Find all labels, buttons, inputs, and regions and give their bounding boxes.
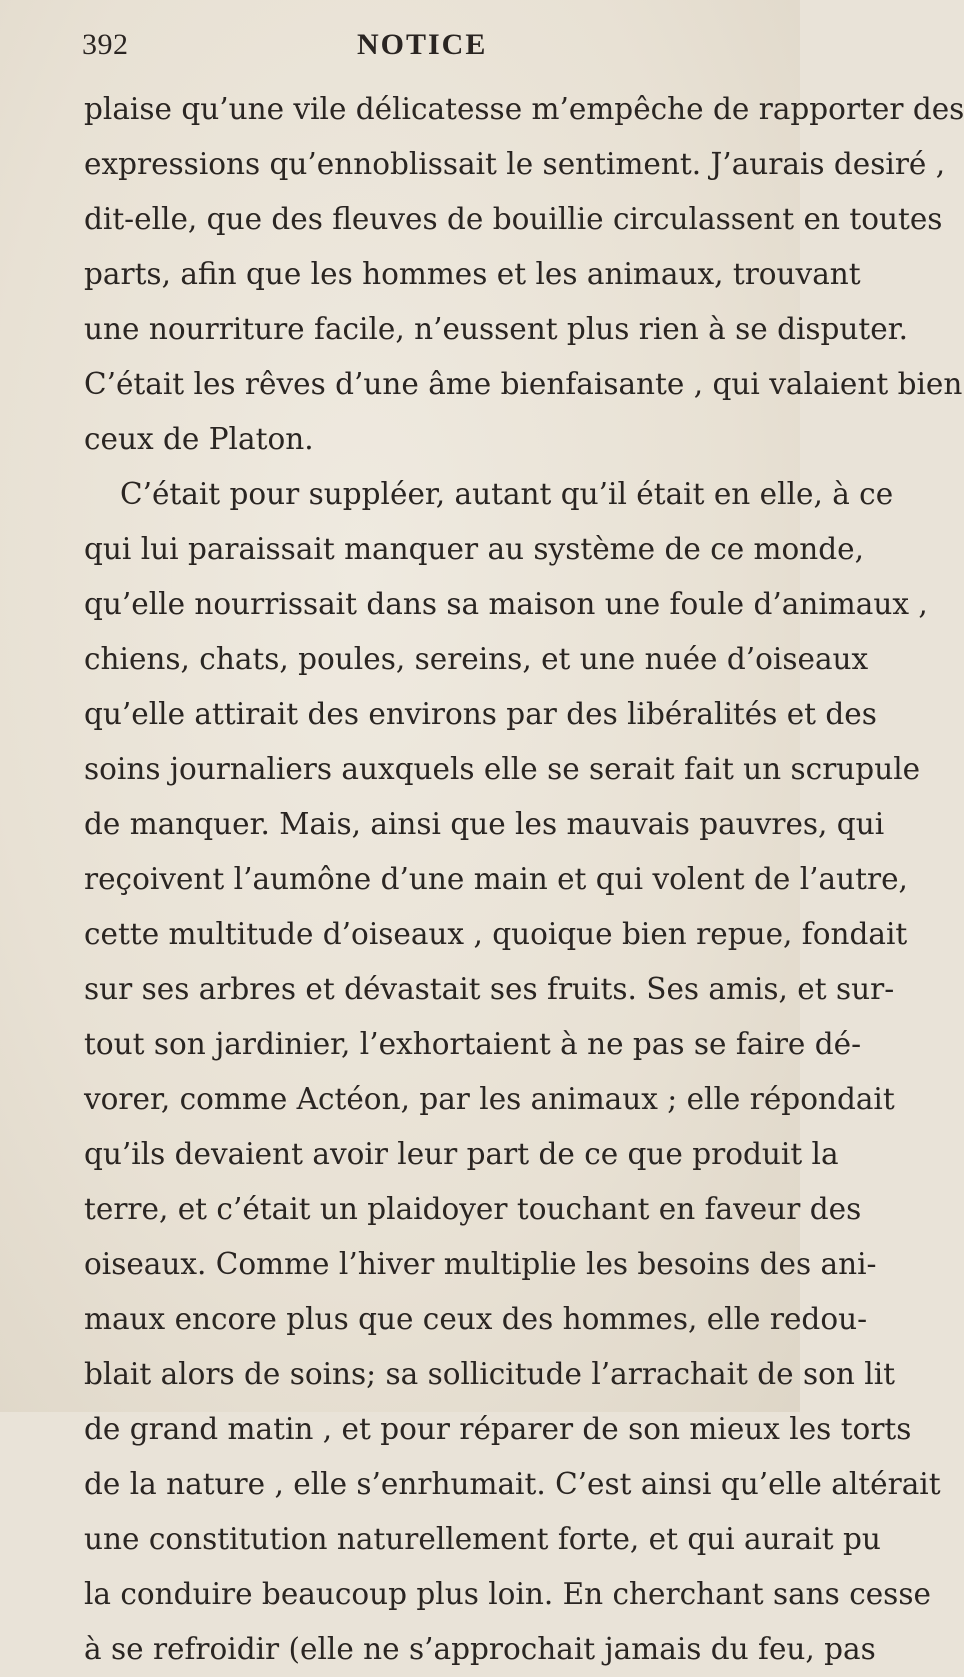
text-line: de manquer. Mais, ainsi que les mauvais pauvres, qui	[84, 807, 885, 841]
text-line: sur ses arbres et dévastait ses fruits. Ses amis, et sur-	[84, 972, 895, 1006]
body-text	[84, 82, 964, 1677]
text-line: expressions qu’ennoblissait le sentiment. J’aurais desiré ,	[84, 147, 946, 181]
text-line: C’était les rêves d’une âme bienfaisante , qui valaient bien	[84, 367, 963, 401]
text-line: oiseaux. Comme l’hiver multiplie les besoins des ani-	[84, 1247, 877, 1281]
text-line: parts, afin que les hommes et les animaux, trouvant	[84, 257, 861, 291]
text-line: chiens, chats, poules, sereins, et une nuée d’oiseaux	[84, 642, 869, 676]
page-number: 392	[82, 28, 129, 61]
text-line: reçoivent l’aumône d’une main et qui volent de l’autre,	[84, 862, 908, 896]
text-line: la conduire beaucoup plus loin. En cherchant sans cesse	[84, 1577, 931, 1611]
text-line: maux encore plus que ceux des hommes, elle redou-	[84, 1302, 868, 1336]
text-line: ceux de Platon.	[84, 422, 314, 456]
text-line: à se refroidir (elle ne s’approchait jamais du feu, pas	[84, 1632, 876, 1666]
running-title: NOTICE	[357, 28, 488, 61]
text-line: qu’ils devaient avoir leur part de ce que produit la	[84, 1137, 839, 1171]
text-line: C’était pour suppléer, autant qu’il était en elle, à ce	[120, 477, 894, 511]
text-line: dit-elle, que des fleuves de bouillie circulassent en toutes	[84, 202, 943, 236]
text-line: de la nature , elle s’enrhumait. C’est ainsi qu’elle altérait	[84, 1467, 941, 1501]
text-line: vorer, comme Actéon, par les animaux ; elle répondait	[84, 1082, 895, 1116]
text-line: cette multitude d’oiseaux , quoique bien repue, fondait	[84, 917, 908, 951]
text-line: de grand matin , et pour réparer de son mieux les torts	[84, 1412, 912, 1446]
text-line: qui lui paraissait manquer au système de ce monde,	[84, 532, 865, 566]
text-line: qu’elle attirait des environs par des libéralités et des	[84, 697, 877, 731]
text-line: tout son jardinier, l’exhortaient à ne pas se faire dé-	[84, 1027, 862, 1061]
text-line: une nourriture facile, n’eussent plus rien à se disputer.	[84, 312, 908, 346]
text-line: qu’elle nourrissait dans sa maison une foule d’animaux ,	[84, 587, 928, 621]
text-line: une constitution naturellement forte, et qui aurait pu	[84, 1522, 881, 1556]
page-header	[82, 28, 740, 68]
text-line: terre, et c’était un plaidoyer touchant en faveur des	[84, 1192, 862, 1226]
text-line: soins journaliers auxquels elle se serait fait un scrupule	[84, 752, 921, 786]
text-line: blait alors de soins; sa sollicitude l’arrachait de son lit	[84, 1357, 896, 1391]
text-line: plaise qu’une vile délicatesse m’empêche de rapporter des	[84, 92, 964, 126]
